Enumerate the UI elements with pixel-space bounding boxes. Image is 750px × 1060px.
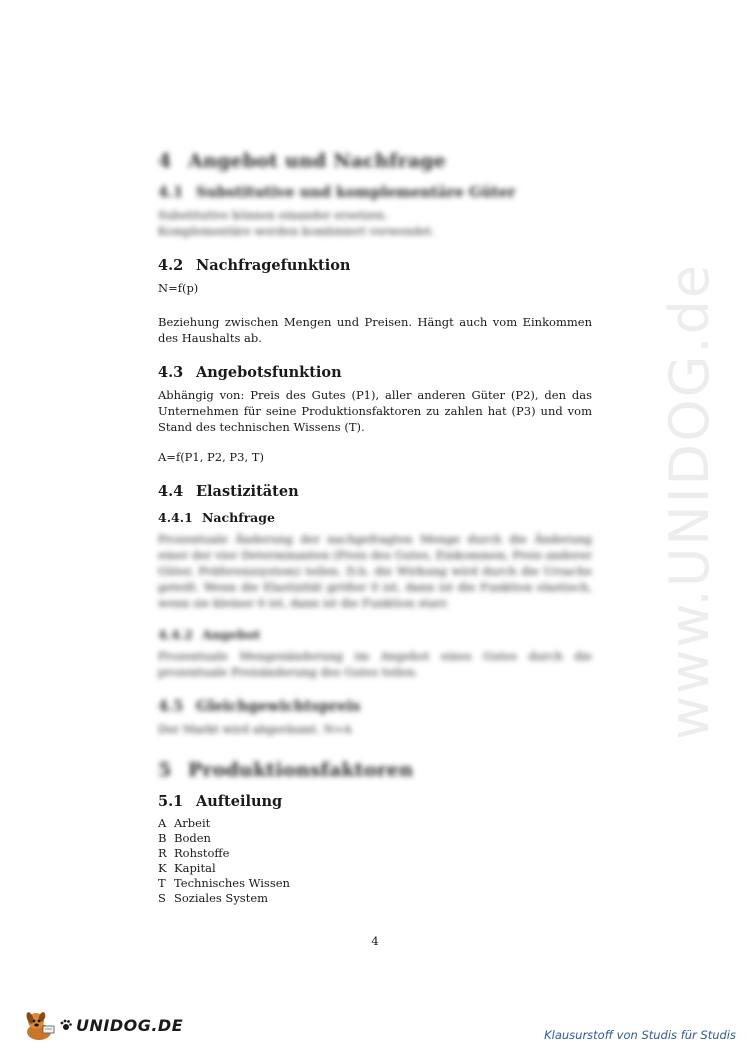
page-number: 4 [371,934,379,948]
subsection-4-4-2-text: Prozentuale Mengenänderung im Angebot eines Gutes durch die prozentuale Preisänderung des Gutes teilen. [158,649,592,679]
list-item [158,831,592,846]
document-page [158,150,592,906]
paw-icon [60,1019,72,1031]
subsection-number: 4.4.1 [158,510,193,525]
list-item-label: Arbeit [174,816,211,830]
section-title: Substitutive und komplementäre Güter [196,184,516,201]
list-item-label: Rohstoffe [174,846,230,860]
list-item [158,861,592,876]
section-title: Gleichgewichtspreis [196,698,361,715]
section-number: 4.4 [158,483,184,500]
list-item-label: Boden [174,831,211,845]
subsection-4-4-1-text: Prozentuale Änderung der nachgefragten Menge durch die Änderung einer der vier Determinanten (Preis des Gutes, Einkommen, Preis anderer Güter, Präferenzsystem) teilen. D.h. die Wirkung wird durch die Ursache geteilt. Wenn die Elastizität größer 0 ist, dann ist die Funktion elastisch, wenn sie kleiner 0 ist, dann ist die Funktion starr. [158,532,592,610]
chapter-number: 5 [158,759,172,781]
section-heading-4-5 [158,698,592,715]
chapter-heading-4 [158,150,592,172]
section-number: 4.1 [158,184,184,201]
formula-nachfrage: N=f(p) [158,281,199,295]
section-4-2-text: Beziehung zwischen Mengen und Preisen. Hängt auch vom Einkommen des Haushalts ab. [158,315,592,345]
section-heading-4-4 [158,483,592,500]
section-number: 4.3 [158,364,184,381]
text-line: Komplementäre werden kombiniert verwendet. [158,224,435,238]
list-item-abbr: T [158,876,166,890]
factor-list [158,816,592,906]
list-item [158,816,592,831]
chapter-heading-5 [158,759,592,781]
footer-slogan: Klausurstoff von Studis für Studis [544,1028,736,1042]
section-4-3-text: Abhängig von: Preis des Gutes (P1), aller anderen Güter (P2), den das Unternehmen für seine Produktionsfaktoren zu zahlen hat (P3) und vom Stand des technischen Wissens (T). [158,388,592,434]
subsection-title: Nachfrage [202,510,275,525]
list-item [158,891,592,906]
subsection-heading-4-4-2 [158,627,592,642]
list-item-abbr: A [158,816,167,830]
subsection-title: Angebot [202,627,261,642]
section-title: Aufteilung [196,793,283,810]
formula-angebot: A=f(P1, P2, P3, T) [158,450,264,464]
list-item-label: Technisches Wissen [174,876,290,890]
subsection-heading-4-4-1 [158,510,592,525]
list-item-abbr: S [158,891,166,905]
list-item-label: Soziales System [174,891,269,905]
chapter-number: 4 [158,150,172,172]
text-line: Substitutive können einander ersetzen. [158,208,388,222]
section-4-5-text: Der Markt wird abgeräumt. N=A [158,722,352,736]
section-number: 4.2 [158,257,184,274]
dog-mascot-icon [22,1008,56,1042]
list-item [158,846,592,861]
subsection-number: 4.4.2 [158,627,193,642]
list-item-abbr: K [158,861,167,875]
list-item [158,876,592,891]
chapter-title: Angebot und Nachfrage [188,150,446,172]
list-item-label: Kapital [174,861,216,875]
section-heading-4-3 [158,364,592,381]
chapter-title: Produktionsfaktoren [188,759,414,781]
list-item-abbr: B [158,831,167,845]
section-title: Nachfragefunktion [196,257,351,274]
watermark: www.UNIDOG.de [658,262,721,740]
section-heading-4-2 [158,257,592,274]
section-title: Angebotsfunktion [196,364,342,381]
section-4-1-text [158,207,592,239]
section-number: 4.5 [158,698,184,715]
section-number: 5.1 [158,793,184,810]
logo-text: UNIDOG.DE [76,1015,184,1035]
section-heading-5-1 [158,793,592,810]
section-title: Elastizitäten [196,483,299,500]
unidog-logo[interactable] [22,1008,183,1042]
section-heading-4-1 [158,184,592,201]
list-item-abbr: R [158,846,167,860]
